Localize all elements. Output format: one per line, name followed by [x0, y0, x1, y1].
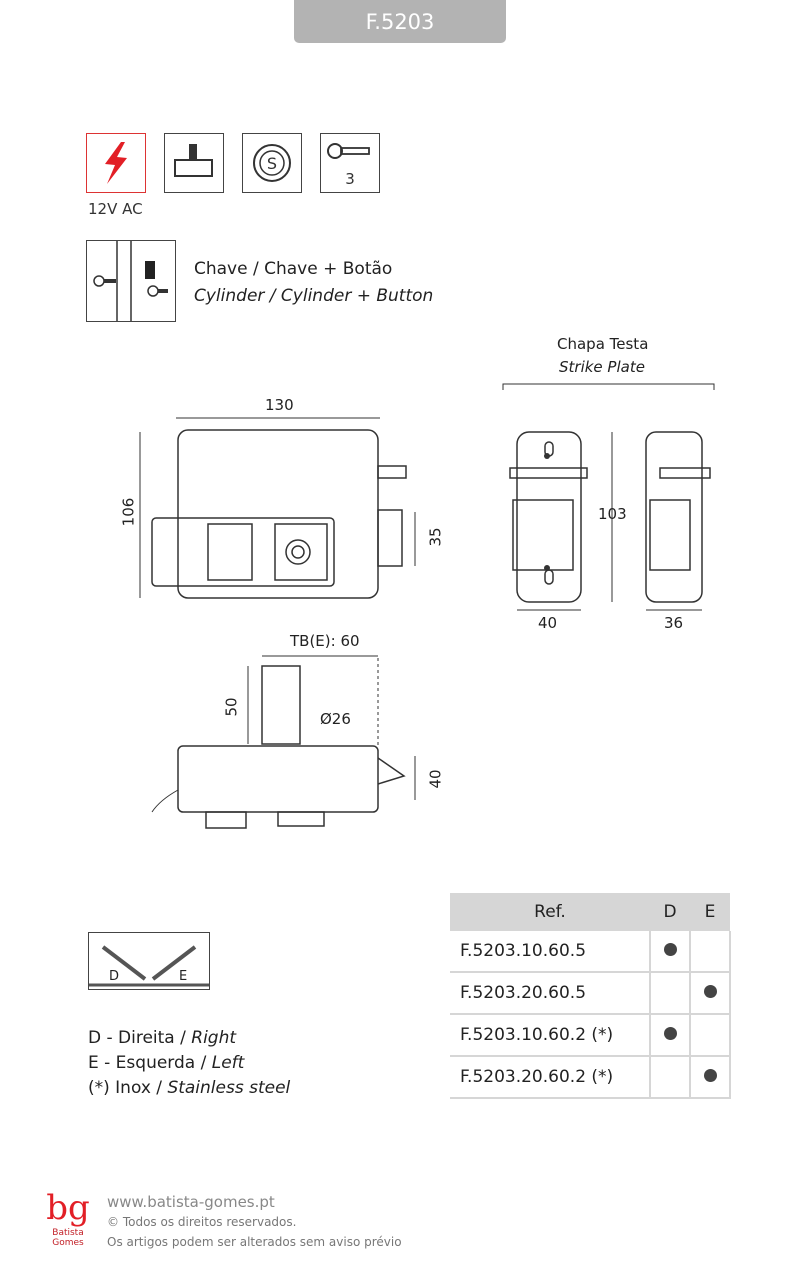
product-title: F.5203 — [294, 0, 506, 43]
legend-inox: (*) Inox / Stainless steel — [88, 1078, 291, 1098]
mode-label-pt: Chave / Chave + Botão — [194, 259, 393, 279]
header-e: E — [690, 893, 730, 931]
dot-d — [664, 1027, 677, 1040]
handing-diagram — [88, 932, 210, 990]
dim-strike-height: 103 — [598, 505, 627, 523]
header-d: D — [650, 893, 690, 931]
dim-bolt: 35 — [426, 527, 445, 547]
dot-e — [704, 1069, 717, 1082]
dim-cyl-length: 50 — [222, 697, 241, 717]
brand-logo: bg Batista Gomes — [46, 1188, 90, 1248]
dim-backset: TB(E): 60 — [290, 632, 360, 650]
dot-e — [704, 985, 717, 998]
dim-height: 106 — [119, 497, 138, 527]
website-link[interactable]: www.batista-gomes.pt — [107, 1193, 275, 1211]
hand-d: D — [109, 969, 120, 984]
hand-e: E — [179, 969, 188, 984]
legend-e: E - Esquerda / Left — [88, 1053, 245, 1073]
header-ref: Ref. — [450, 893, 650, 931]
cylinder-button-icon — [86, 240, 176, 322]
copyright-text: © Todos os direitos reservados. — [107, 1215, 297, 1229]
table-row: F.5203.10.60.2 (*) — [450, 1014, 730, 1056]
bolt-icon — [164, 133, 224, 193]
reference-table — [450, 893, 731, 1099]
table-row: F.5203.20.60.5 — [450, 972, 730, 1014]
strike-label-pt: Chapa Testa — [557, 335, 649, 353]
dot-d — [664, 943, 677, 956]
legend-d: D - Direita / Right — [88, 1028, 237, 1048]
key-count: 3 — [345, 170, 355, 188]
legend — [88, 1026, 290, 1101]
cylinder-s: S — [266, 154, 278, 173]
cylinder-icon — [242, 133, 302, 193]
dim-strike-front-width: 40 — [538, 614, 558, 632]
table-row: F.5203.20.60.2 (*) — [450, 1056, 730, 1098]
table-header — [450, 893, 730, 931]
notice-text: Os artigos podem ser alterados sem aviso prévio — [107, 1235, 402, 1249]
dim-strike-side-width: 36 — [664, 614, 684, 632]
table-row: F.5203.10.60.5 — [450, 931, 730, 972]
electric-icon — [86, 133, 146, 193]
key-icon — [320, 133, 380, 193]
dim-width: 130 — [265, 396, 294, 414]
technical-drawing — [0, 380, 800, 840]
dim-cyl-diameter: Ø26 — [320, 710, 351, 728]
voltage-label: 12V AC — [88, 200, 143, 218]
dim-depth: 40 — [426, 769, 445, 789]
strike-label-en: Strike Plate — [559, 358, 645, 376]
mode-label-en: Cylinder / Cylinder + Button — [194, 286, 434, 306]
